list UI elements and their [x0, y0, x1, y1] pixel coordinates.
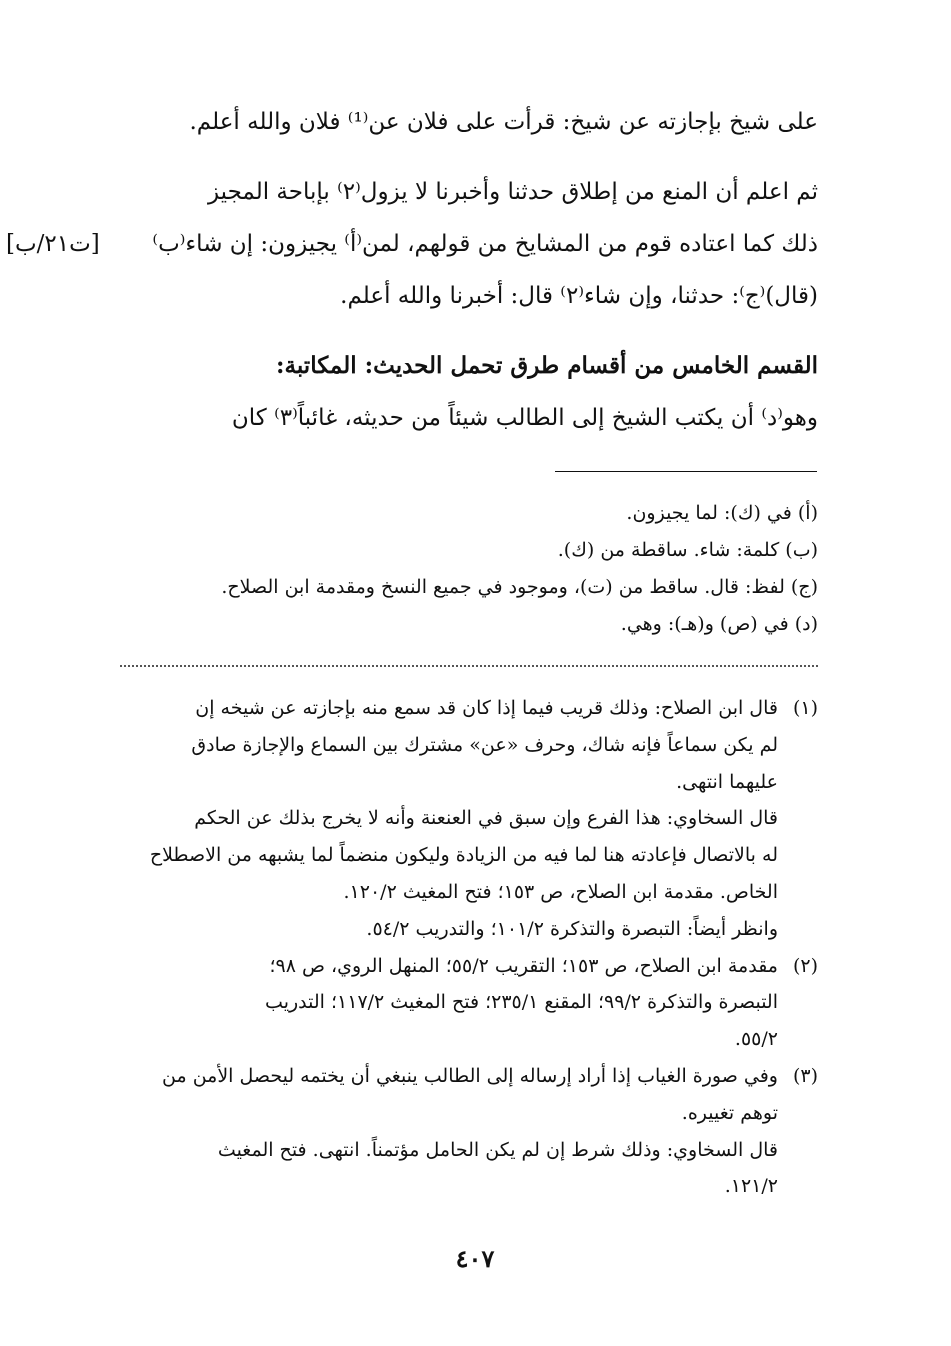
- main-text-line: وهو⁽د⁾ أن يكتب الشيخ إلى الطالب شيئاً من حديثه، غائباً⁽٣⁾ كان: [231, 405, 818, 431]
- footnote-line: مقدمة ابن الصلاح، ص ١٥٣؛ التقريب ٥٥/٢؛ المنهل الروي، ص ٩٨؛: [269, 954, 778, 977]
- variant-note: (ج) لفظ: قال. ساقط من (ت)، وموجود في جميع النسخ ومقدمة ابن الصلاح.: [221, 576, 818, 598]
- page-number: ٤٠٧: [455, 1244, 495, 1273]
- variant-note: (أ) في (ك): لما يجيزون.: [626, 502, 818, 524]
- main-text-line: على شيخ بإجازته عن شيخ: قرأت على فلان عن⁽¹⁾ فلان والله أعلم.: [189, 109, 818, 135]
- footnote-line: ٥٥/٢.: [734, 1028, 778, 1051]
- variant-note: (ب) كلمة: شاء. ساقطة من (ك).: [557, 539, 818, 561]
- variant-note: (د) في (ص) و(هـ): وهي.: [620, 613, 818, 635]
- footnote-separator: [555, 471, 817, 472]
- main-text-line: ذلك كما اعتاده قوم من المشايخ من قولهم، لمن⁽أ⁾ يجيزون: إن شاء⁽ب⁾: [152, 231, 818, 257]
- footnote-line: التبصرة والتذكرة ٩٩/٢؛ المقنع ٢٣٥/١؛ فتح المغيث ١١٧/٢؛ التدريب: [265, 991, 778, 1014]
- footnote-number: (٣): [792, 1064, 818, 1087]
- footnote-line: وفي صورة الغياب إذا أراد إرساله إلى الطالب ينبغي أن يختمه ليحصل الأمن من: [162, 1064, 778, 1087]
- main-text-line: ثم اعلم أن المنع من إطلاق حدثنا وأخبرنا لا يزول⁽٢⁾ بإباحة المجيز: [207, 179, 818, 205]
- footnote-line: له بالاتصال فإعادته هنا لما فيه من الزيادة وليكون منضماً لما يشبهه من الاصطلاح: [149, 844, 778, 867]
- footnote-line: توهم تغييره.: [681, 1101, 778, 1124]
- footnote-line: ١٢١/٢.: [724, 1175, 778, 1198]
- footnote-line: قال ابن الصلاح: وذلك قريب فيما إذا كان قد سمع منه بإجازته عن شيخه إن: [195, 697, 778, 719]
- footnote-line: الخاص. مقدمة ابن الصلاح، ص ١٥٣؛ فتح المغيث ١٢٠/٢.: [343, 880, 778, 903]
- footnote-line: عليهما انتهى.: [676, 770, 778, 793]
- dotted-separator: [120, 665, 818, 667]
- footnote-line: لم يكن سماعاً فإنه شاك، وحرف «عن» مشترك بين السماع والإجازة صادق: [191, 733, 778, 756]
- variant-notes: [120, 495, 818, 643]
- section-heading: القسم الخامس من أقسام طرق تحمل الحديث: المكاتبة:: [276, 352, 818, 379]
- footnotes: [120, 690, 818, 1205]
- manuscript-folio-marker: [ت٢١/ب]: [6, 231, 100, 257]
- footnote-line: قال السخاوي: وذلك شرط إن لم يكن الحامل مؤتمناً. انتهى. فتح المغيث: [217, 1138, 778, 1161]
- main-text-line: (قال)⁽ج⁾: حدثنا، وإن شاء⁽٢⁾ قال: أخبرنا والله أعلم.: [340, 283, 818, 309]
- footnote-number: (٢): [792, 954, 818, 977]
- footnote-number: (١): [792, 697, 818, 719]
- footnote: [120, 690, 818, 948]
- footnote-line: قال السخاوي: هذا الفرع وإن سبق في العنعنة وأنه لا يخرج بذلك عن الحكم: [194, 807, 778, 830]
- footnote: [120, 948, 818, 1058]
- main-text: [120, 96, 818, 444]
- footnote: [120, 1058, 818, 1205]
- footnote-line: وانظر أيضاً: التبصرة والتذكرة ١٠١/٢؛ والتدريب ٥٤/٢.: [366, 917, 778, 940]
